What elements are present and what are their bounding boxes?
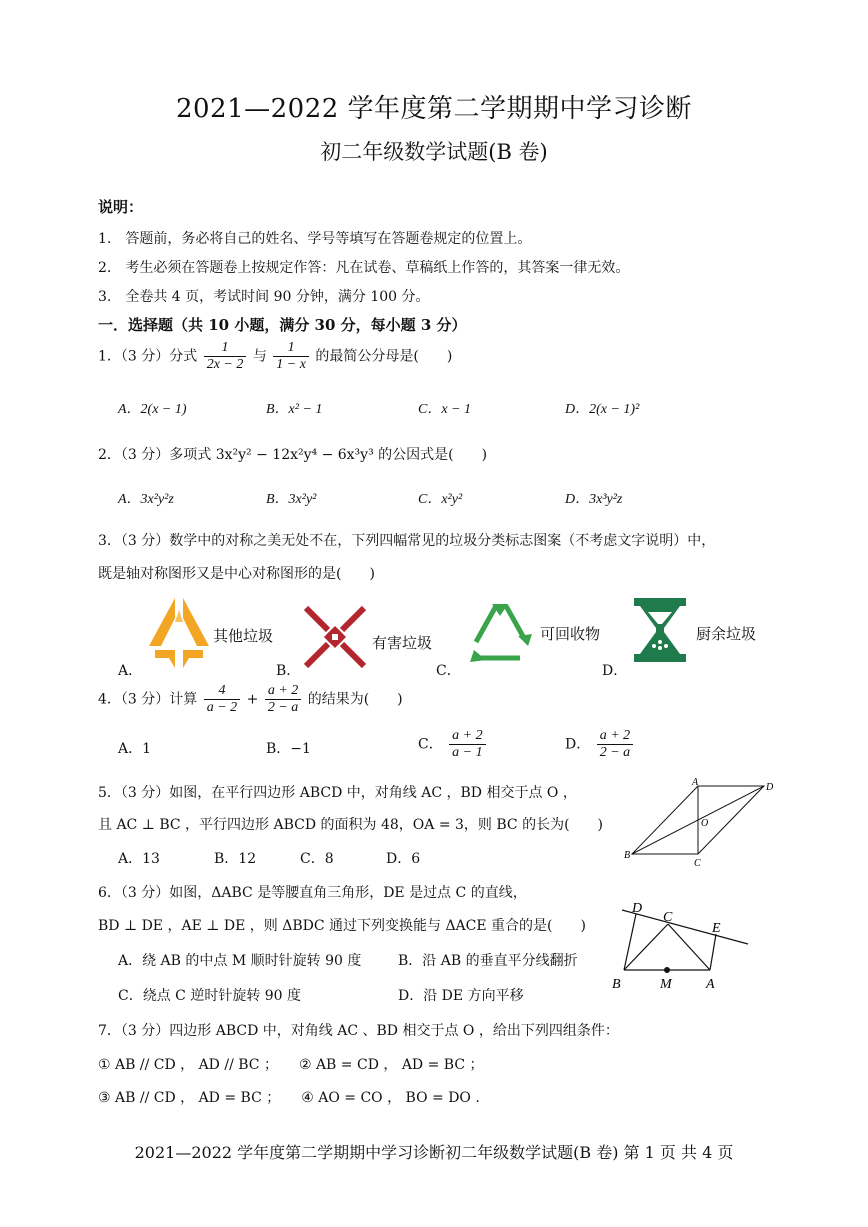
q4-option-d-label: D．: [565, 736, 591, 753]
q4-option-d[interactable]: [565, 728, 635, 761]
fig5-label-c: C: [694, 858, 701, 868]
q2-option-d[interactable]: D．3x³y²z: [565, 492, 623, 507]
q3-option-a[interactable]: A．: [118, 663, 143, 679]
q1-option-b[interactable]: B．x² − 1: [266, 402, 323, 417]
q1-option-a[interactable]: A．2(x − 1): [118, 402, 187, 417]
fig5-label-b: B: [624, 850, 631, 861]
fig6-label-a: A: [706, 977, 715, 992]
triangle-figure: [606, 900, 756, 992]
q4-option-a[interactable]: A．1: [118, 741, 152, 757]
fig6-label-b: B: [612, 977, 621, 992]
q6-option-b[interactable]: B．沿 AB 的垂直平分线翻折: [398, 953, 578, 969]
question-3-line-1: 3．（3 分）数学中的对称之美无处不在，下列四幅常见的垃圾分类标志图案（不考虑文字说明）中，: [98, 533, 716, 549]
q6-option-d[interactable]: D．沿 DE 方向平移: [398, 988, 524, 1004]
q3-label-d: 厨余垃圾: [696, 625, 757, 643]
q4-suffix: 的结果为( ): [307, 691, 403, 708]
question-7-line-2: ① AB // CD ， AD // BC ； ② AB = CD ， AD = BC ；: [98, 1057, 484, 1073]
fig5-label-a: A: [692, 777, 699, 788]
q4-prefix: 4．（3 分）计算: [98, 691, 198, 708]
q3-label-a: 其他垃圾: [213, 627, 274, 645]
q4-option-d-fraction: [597, 728, 633, 761]
q4-option-c-den: a − 1: [449, 744, 485, 761]
fig5-label-o: O: [701, 818, 709, 829]
q1-suffix: 的最简公分母是( ): [315, 348, 453, 365]
q2-option-b[interactable]: B．3x²y²: [266, 492, 317, 507]
fig6-label-c: C: [663, 910, 673, 925]
q2-option-a[interactable]: A．3x²y²z: [118, 492, 174, 507]
notes-heading: 说明：: [98, 198, 144, 216]
question-1: [98, 340, 452, 373]
question-6-line-1: 6．（3 分）如图，ΔABC 是等腰直角三角形，DE 是过点 C 的直线，: [98, 885, 527, 901]
question-4: [98, 683, 403, 716]
q2-option-c[interactable]: C．x²y²: [418, 492, 463, 507]
fig6-label-m: M: [660, 977, 672, 992]
q1-f2-den: 1 − x: [273, 356, 309, 373]
q4-fraction-1: [204, 683, 240, 716]
section-heading: 一．选择题（共 10 小题，满分 30 分，每小题 3 分）: [98, 316, 467, 334]
q4-option-c[interactable]: [418, 728, 488, 761]
question-2: 2．（3 分）多项式 3x²y² − 12x²y⁴ − 6x³y³ 的公因式是( ): [98, 447, 488, 463]
q5-option-c[interactable]: C．8: [300, 851, 334, 867]
q4-f2-den: 2 − a: [265, 699, 301, 716]
page-subtitle: 初二年级数学试题(B 卷): [320, 140, 548, 164]
q3-option-d[interactable]: D．: [602, 663, 628, 679]
q1-mid: 与: [252, 348, 267, 365]
q4-fraction-2: [265, 683, 301, 716]
fig5-label-d: D: [766, 782, 774, 793]
q4-option-b[interactable]: B．−1: [266, 741, 311, 757]
q5-option-d[interactable]: D．6: [386, 851, 421, 867]
fig6-label-e: E: [712, 921, 721, 936]
q4-option-d-num: a + 2: [599, 728, 631, 743]
q1-fraction-2: [273, 340, 309, 373]
q1-f1-num: 1: [221, 340, 229, 355]
q1-option-d[interactable]: D．2(x − 1)²: [565, 402, 640, 417]
note-item-2: 2. 考生必须在答题卷上按规定作答：凡在试卷、草稿纸上作答的，其答案一律无效。: [98, 260, 630, 276]
q3-option-c[interactable]: C．: [436, 663, 461, 679]
question-6-line-2: BD ⊥ DE ，AE ⊥ DE ，则 ΔBDC 通过下列变换能与 ΔACE 重合的是( ): [98, 918, 586, 934]
food-waste-icon: [632, 596, 688, 664]
q4-option-c-label: C．: [418, 736, 443, 753]
fig6-label-d: D: [632, 901, 643, 916]
other-waste-icon: [145, 596, 213, 670]
hazardous-waste-icon: [302, 604, 368, 670]
q1-prefix: 1．（3 分）分式: [98, 348, 198, 365]
q5-option-a[interactable]: A．13: [118, 851, 160, 867]
note-item-1: 1. 答题前，务必将自己的姓名、学号等填写在答题卷规定的位置上。: [98, 231, 532, 247]
question-7-line-1: 7．（3 分）四边形 ABCD 中，对角线 AC 、BD 相交于点 O ，给出下列四组条件：: [98, 1023, 619, 1039]
q4-f2-num: a + 2: [267, 683, 299, 698]
q1-f1-den: 2x − 2: [204, 356, 247, 373]
q4-f1-den: a − 2: [204, 699, 240, 716]
q4-option-c-fraction: [449, 728, 485, 761]
question-5-line-2: 且 AC ⊥ BC ，平行四边形 ABCD 的面积为 48，OA = 3，则 BC 的长为( ): [98, 817, 604, 833]
q1-fraction-1: [204, 340, 247, 373]
q4-option-c-num: a + 2: [452, 728, 483, 743]
q5-option-b[interactable]: B．12: [214, 851, 257, 867]
note-item-3: 3. 全卷共 4 页，考试时间 90 分钟，满分 100 分。: [98, 289, 430, 305]
question-5-line-1: 5．（3 分）如图，在平行四边形 ABCD 中，对角线 AC ，BD 相交于点 O ，: [98, 785, 577, 801]
q3-label-c: 可回收物: [540, 625, 601, 643]
q4-plus: +: [246, 691, 259, 708]
q6-option-a[interactable]: A．绕 AB 的中点 M 顺时针旋转 90 度: [118, 953, 362, 969]
question-7-line-3: ③ AB // CD ， AD = BC ； ④ AO = CO ， BO = DO .: [98, 1090, 480, 1106]
parallelogram-figure: [618, 776, 778, 868]
q4-option-d-den: 2 − a: [597, 744, 633, 761]
fig6-midpoint-m: [664, 967, 670, 973]
q4-f1-num: 4: [218, 683, 226, 698]
q1-f2-num: 1: [287, 340, 295, 355]
question-3-line-2: 既是轴对称图形又是中心对称图形的是( ): [98, 566, 375, 582]
q3-option-b[interactable]: B．: [276, 663, 301, 679]
recyclable-icon: [466, 600, 536, 666]
page-title: 2021—2022 学年度第二学期期中学习诊断: [175, 94, 693, 124]
q6-option-c[interactable]: C．绕点 C 逆时针旋转 90 度: [118, 988, 302, 1004]
page-footer: 2021—2022 学年度第二学期期中学习诊断初二年级数学试题(B 卷) 第 1 页 共 4 页: [134, 1143, 734, 1162]
q3-label-b: 有害垃圾: [372, 634, 433, 652]
q1-option-c[interactable]: C．x − 1: [418, 402, 471, 417]
